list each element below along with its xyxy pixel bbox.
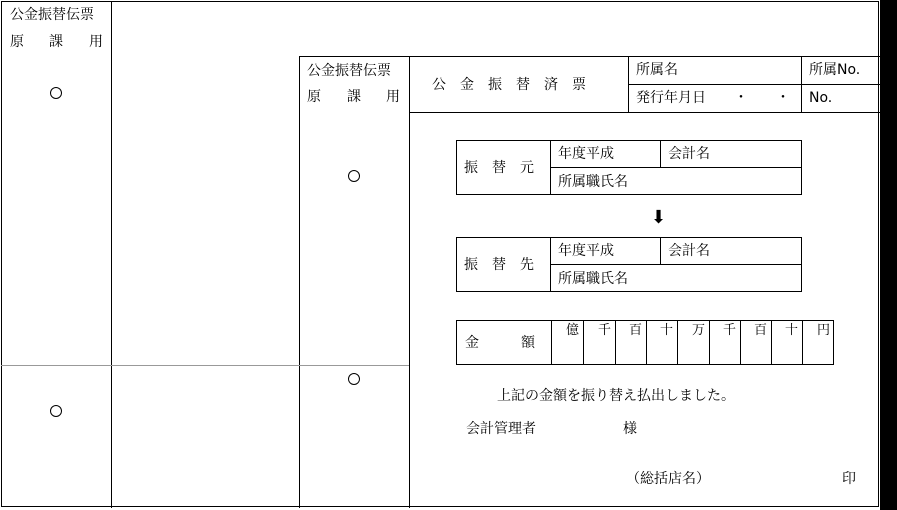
amount-unit-label: 十 (785, 323, 799, 338)
amount-unit-label: 百 (754, 323, 768, 338)
amount-unit-label: 円 (817, 323, 831, 338)
to-block-vline (660, 237, 661, 265)
amount-unit-label: 億 (566, 323, 580, 338)
to-staff-name: 所属職氏名 (558, 271, 628, 287)
arrow-down-icon: ⬇ (651, 207, 667, 228)
amount-unit-label: 千 (598, 323, 612, 338)
amount-cell-divider (740, 320, 741, 365)
from-block-hline (550, 167, 802, 168)
amount-unit-label: 千 (723, 323, 737, 338)
amount-label: 金 額 (465, 335, 535, 351)
amount-cell-divider (677, 320, 678, 365)
from-account-name: 会計名 (668, 146, 710, 162)
doc-title: 公 金 振 替 済 票 (432, 77, 586, 93)
slip-title: 公金振替伝票 (307, 63, 391, 79)
slip-inner-divider (409, 56, 410, 508)
header-divider-1 (628, 56, 629, 113)
stub-divider (111, 1, 112, 508)
seal-mark: 印 (842, 471, 856, 487)
amount-cell-divider (583, 320, 584, 365)
header-mid-line (628, 84, 880, 85)
punch-hole-stub-bottom (50, 405, 62, 417)
from-staff-name: 所属職氏名 (558, 174, 628, 190)
right-edge-band (880, 0, 897, 510)
branch-name-label: （総括店名） (626, 471, 710, 487)
punch-hole-stub-top (50, 87, 62, 99)
transfer-message: 上記の金額を振り替え払出しました。 (497, 388, 735, 404)
amount-cell-divider (709, 320, 710, 365)
amount-unit-label: 百 (629, 323, 643, 338)
to-fiscal-year: 年度平成 (558, 243, 614, 259)
slip-sub-3: 用 (386, 89, 400, 105)
honorific-label: 様 (623, 421, 637, 437)
slip-top-border (299, 56, 880, 57)
from-label: 振 替 元 (464, 160, 534, 176)
header-divider-2 (801, 56, 802, 113)
to-label: 振 替 先 (464, 257, 534, 273)
issue-date-label: 発行年月日 ・ ・ (636, 90, 790, 106)
amount-cell-divider (646, 320, 647, 365)
slip-sub-2: 課 (347, 89, 361, 105)
amount-cell-divider (771, 320, 772, 365)
amount-cell-divider (802, 320, 803, 365)
affiliation-no-label: 所属No. (809, 62, 861, 78)
amount-cell-divider (615, 320, 616, 365)
from-block-vline (660, 140, 661, 168)
to-block-hline (550, 264, 802, 265)
stub-title: 公金振替伝票 (10, 7, 94, 23)
slip-sub-1: 原 (307, 89, 321, 105)
to-account-name: 会計名 (668, 243, 710, 259)
amount-label-divider (551, 320, 552, 365)
stub-sub-3: 用 (89, 34, 103, 50)
header-bottom-border (409, 112, 880, 113)
amount-unit-label: 十 (660, 323, 674, 338)
perforation-line (1, 365, 409, 366)
punch-hole-slip-top (348, 170, 360, 182)
from-fiscal-year: 年度平成 (558, 146, 614, 162)
accounting-manager-label: 会計管理者 (466, 421, 536, 437)
affiliation-name-label: 所属名 (636, 62, 678, 78)
stub-sub-2: 課 (49, 34, 63, 50)
amount-unit-label: 万 (692, 323, 706, 338)
slip-left-divider (299, 56, 300, 508)
punch-hole-slip-bottom (348, 373, 360, 385)
stub-sub-1: 原 (10, 34, 24, 50)
no-label: No. (809, 90, 833, 106)
